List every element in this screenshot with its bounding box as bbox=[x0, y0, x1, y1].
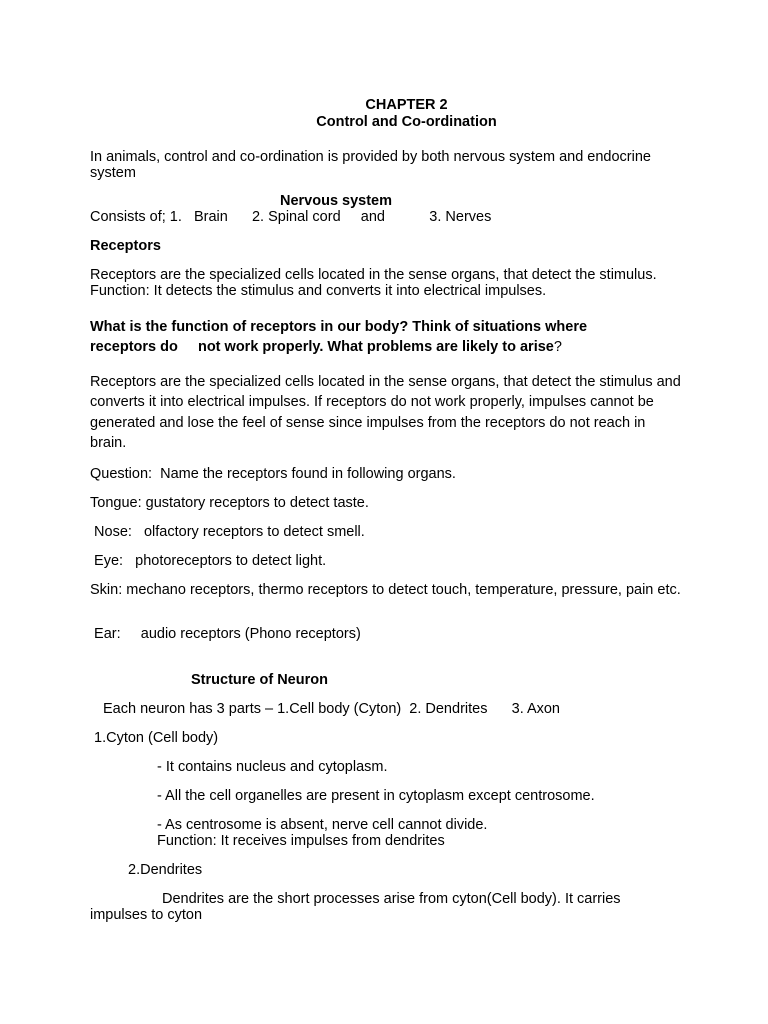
receptors-question-line-2 bbox=[90, 339, 562, 355]
dendrites-heading: 2.Dendrites bbox=[128, 862, 203, 878]
cyton-point-1: - It contains nucleus and cytoplasm. bbox=[157, 759, 388, 775]
chapter-title: Control and Co-ordination bbox=[316, 114, 497, 130]
neuron-parts: Each neuron has 3 parts – 1.Cell body (Cyton) 2. Dendrites 3. Axon bbox=[103, 701, 560, 717]
cyton-function: Function: It receives impulses from dendrites bbox=[157, 833, 445, 849]
intro-paragraph: In animals, control and co-ordination is provided by both nervous system and endocrine system bbox=[90, 149, 651, 181]
nose-line: Nose: olfactory receptors to detect smell. bbox=[90, 524, 365, 540]
cyton-point-2: - All the cell organelles are present in cytoplasm except centrosome. bbox=[157, 788, 595, 804]
cyton-point-3: - As centrosome is absent, nerve cell cannot divide. bbox=[157, 817, 488, 833]
nervous-system-parts: Consists of; 1. Brain 2. Spinal cord and 3. Nerves bbox=[90, 209, 492, 225]
tongue-line: Tongue: gustatory receptors to detect taste. bbox=[90, 495, 369, 511]
dendrites-line-2: impulses to cyton bbox=[90, 907, 203, 923]
receptors-definition: Receptors are the specialized cells located in the sense organs, that detect the stimulus. Function: It detects the stimulus and converts it into electrical impulses. bbox=[90, 267, 657, 299]
chapter-number: CHAPTER 2 bbox=[365, 97, 448, 113]
eye-line: Eye: photoreceptors to detect light. bbox=[90, 553, 327, 569]
ear-line: Ear: audio receptors (Phono receptors) bbox=[90, 626, 361, 642]
cyton-heading: 1.Cyton (Cell body) bbox=[94, 730, 219, 746]
dendrites-line-1: Dendrites are the short processes arise from cyton(Cell body). It carries bbox=[162, 891, 621, 907]
receptors-question-line-1: What is the function of receptors in our body? Think of situations where bbox=[90, 319, 588, 335]
neuron-heading: Structure of Neuron bbox=[191, 672, 328, 688]
question-mark: ? bbox=[553, 339, 562, 355]
skin-line: Skin: mechano receptors, thermo receptors to detect touch, temperature, pressure, pain etc. bbox=[90, 582, 681, 598]
receptors-heading: Receptors bbox=[90, 238, 161, 254]
nervous-system-heading: Nervous system bbox=[279, 193, 393, 209]
organs-question: Question: Name the receptors found in following organs. bbox=[90, 466, 456, 482]
receptors-question-text: receptors do not work properly. What problems are likely to arise bbox=[90, 339, 554, 355]
receptors-answer: Receptors are the specialized cells located in the sense organs, that detect the stimulus and converts it into electrical impulses. If receptors do not work properly, impulses cannot be generated and lose the feel of sense since impulses from the receptors do not reach in brain. bbox=[90, 374, 681, 451]
